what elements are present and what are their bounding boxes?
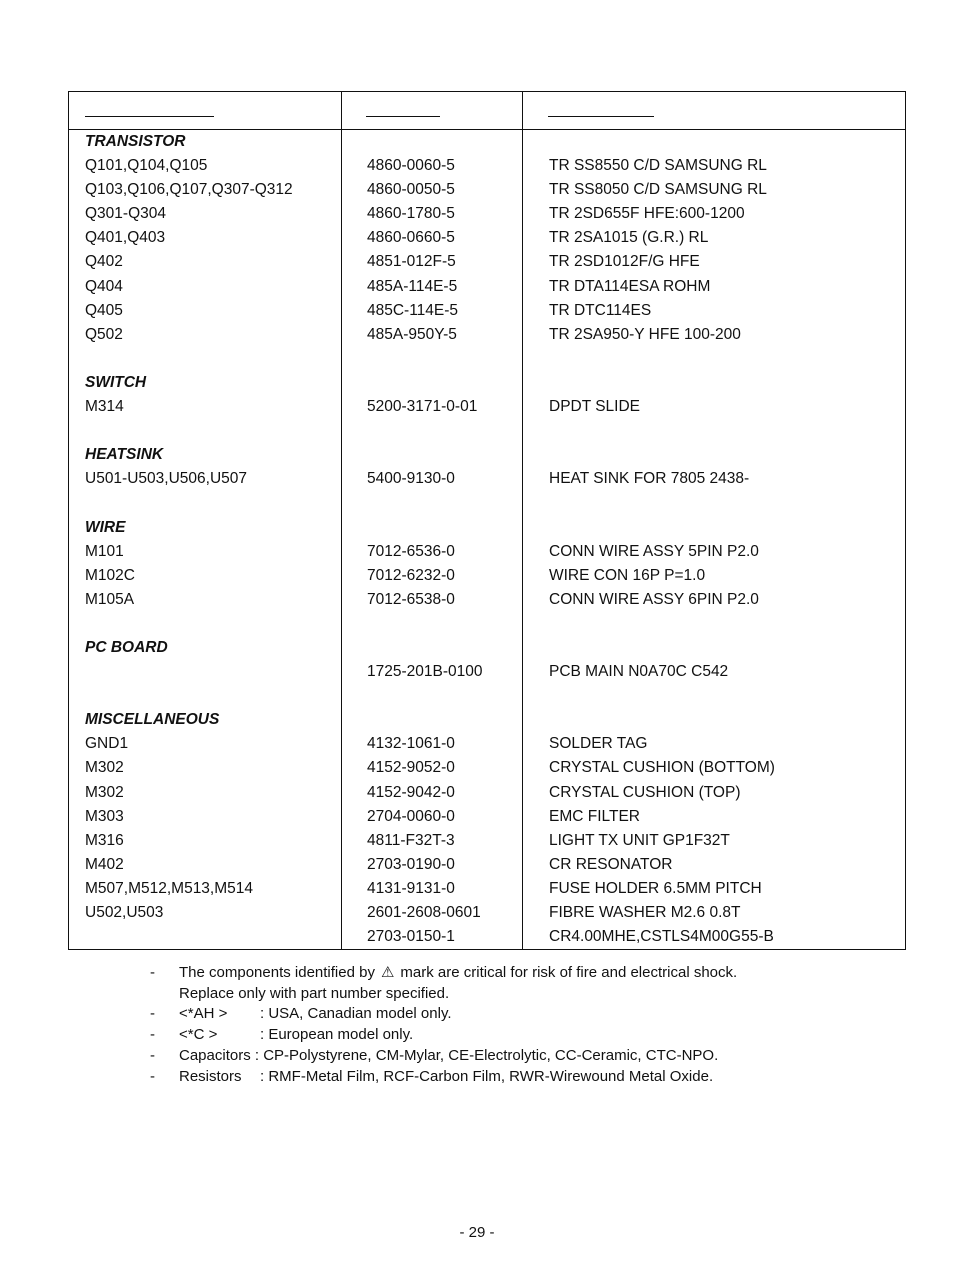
table-row	[69, 395, 905, 419]
table-row	[69, 540, 905, 564]
description-cell: SOLDER TAG	[549, 735, 648, 753]
ref-cell: M105A	[85, 590, 135, 608]
spacer-row	[69, 684, 905, 708]
description-cell: CONN WIRE ASSY 5PIN P2.0	[549, 542, 759, 560]
ref-cell: GND1	[85, 735, 129, 753]
part-number-cell: 4860-0660-5	[367, 229, 455, 247]
description-cell: TR 2SD1012F/G HFE	[549, 253, 700, 271]
ref-cell: U501-U503,U506,U507	[85, 470, 247, 488]
table-row	[69, 660, 905, 684]
ref-cell: Q502	[85, 325, 123, 343]
part-number-cell: 1725-201B-0100	[367, 663, 483, 681]
ref-cell: M507,M512,M513,M514	[85, 879, 254, 897]
part-number-cell: 4132-1061-0	[367, 735, 455, 753]
ref-cell: WIRE	[85, 518, 126, 536]
note-dash: -	[150, 964, 155, 981]
ref-cell: U502,U503	[85, 904, 164, 921]
description-cell: EMC FILTER	[549, 807, 640, 825]
table-row	[69, 732, 905, 756]
ref-cell: SWITCH	[85, 373, 147, 391]
part-number-cell: 4851-012F-5	[367, 253, 456, 271]
part-number-cell: 5400-9130-0	[367, 470, 455, 488]
table-row	[69, 564, 905, 588]
description-cell: LIGHT TX UNIT GP1F32T	[549, 831, 730, 849]
ref-cell: M302	[85, 759, 124, 777]
ref-cell: M314	[85, 398, 124, 416]
table-row	[69, 588, 905, 612]
description-cell: TR 2SA950-Y HFE 100-200	[549, 325, 741, 343]
table-row	[69, 250, 905, 274]
ref-cell: Q301-Q304	[85, 205, 166, 223]
part-number-cell: 4860-0050-5	[367, 181, 455, 199]
ref-cell: Q405	[85, 301, 123, 319]
ref-cell: HEATSINK	[85, 446, 164, 464]
note-critical	[150, 962, 850, 983]
ref-cell: PC BOARD	[85, 638, 168, 656]
note-resistors: - Resistors : RMF-Metal Film, RCF-Carbon Film, RWR-Wirewound Metal Oxide.	[150, 1068, 714, 1085]
ref-cell: Q401,Q403	[85, 229, 166, 247]
description-cell: TR 2SD655F HFE:600-1200	[549, 205, 745, 223]
warning-triangle-icon: ⚠	[380, 964, 395, 981]
section-heading-row	[69, 516, 905, 540]
note-resistors-value: : RMF-Metal Film, RCF-Carbon Film, RWR-Wirewound Metal Oxide.	[260, 1068, 714, 1085]
ref-cell: M102C	[85, 566, 135, 584]
section-heading-row	[69, 371, 905, 395]
ref-cell: M402	[85, 855, 124, 873]
header-ref-underline	[85, 116, 214, 117]
part-number-cell: 2703-0150-1	[367, 928, 455, 946]
part-number-cell: 485C-114E-5	[367, 301, 459, 319]
table-row	[69, 275, 905, 299]
ref-cell: Q103,Q106,Q107,Q307-Q312	[85, 181, 293, 199]
part-number-cell: 5200-3171-0-01	[367, 398, 478, 416]
description-cell: DPDT SLIDE	[549, 398, 641, 416]
note-critical-prefix: The components identified by	[179, 964, 375, 981]
header-part-underline	[366, 116, 440, 117]
section-heading-row	[69, 130, 905, 154]
description-cell: CR4.00MHE,CSTLS4M00G55-B	[549, 928, 774, 946]
parts-table	[68, 91, 906, 950]
ref-cell: Q402	[85, 253, 123, 271]
note-resistors-key: Resistors	[179, 1068, 242, 1085]
description-cell: PCB MAIN N0A70C C542	[549, 663, 729, 681]
table-row	[69, 323, 905, 347]
description-cell: TR SS8550 C/D SAMSUNG RL	[549, 157, 767, 175]
ref-cell: Q404	[85, 277, 123, 295]
ref-cell: M316	[85, 831, 124, 849]
note-critical-suffix: mark are critical for risk of fire and electrical shock.	[400, 964, 738, 981]
table-row	[69, 805, 905, 829]
part-number-cell: 7012-6538-0	[367, 590, 455, 608]
description-cell: HEAT SINK FOR 7805 2438-	[549, 470, 750, 488]
note-capacitors: - Capacitors : CP-Polystyrene, CM-Mylar, CE-Electrolytic, CC-Ceramic, CTC-NPO.	[150, 1047, 719, 1064]
table-row	[69, 925, 905, 949]
description-cell: TR DTC114ES	[549, 301, 652, 319]
description-cell: CONN WIRE ASSY 6PIN P2.0	[549, 590, 759, 608]
description-cell: CRYSTAL CUSHION (BOTTOM)	[549, 759, 775, 777]
ref-cell: M303	[85, 807, 124, 825]
table-row	[69, 202, 905, 226]
part-number-cell: 7012-6232-0	[367, 566, 455, 584]
table-row	[69, 299, 905, 323]
page-number: - 29 -	[459, 1224, 495, 1241]
part-number-cell: 2601-2608-0601	[367, 904, 481, 921]
table-row	[69, 467, 905, 491]
part-number-cell: 4860-0060-5	[367, 157, 455, 175]
note-critical-line2: Replace only with part number specified.	[179, 985, 450, 1002]
note-ah-value: : USA, Canadian model only.	[260, 1005, 452, 1022]
spacer-row	[69, 612, 905, 636]
spacer-row	[69, 491, 905, 515]
section-heading-row	[69, 708, 905, 732]
table-row	[69, 154, 905, 178]
ref-cell: M101	[85, 542, 124, 560]
ref-cell: M302	[85, 783, 124, 801]
part-number-cell: 4860-1780-5	[367, 205, 455, 223]
part-number-cell: 4131-9131-0	[367, 879, 455, 897]
table-row	[69, 901, 905, 925]
description-cell: TR SS8050 C/D SAMSUNG RL	[549, 181, 767, 199]
part-number-cell: 4152-9042-0	[367, 783, 455, 801]
note-ah-key: <*AH >	[179, 1005, 228, 1022]
table-row	[69, 853, 905, 877]
part-number-cell: 4152-9052-0	[367, 759, 455, 777]
ref-cell: MISCELLANEOUS	[85, 711, 220, 729]
spacer-row	[69, 419, 905, 443]
description-cell: TR DTA114ESA ROHM	[549, 277, 711, 295]
section-heading-row	[69, 636, 905, 660]
part-number-cell: 485A-114E-5	[367, 277, 458, 295]
spacer-row	[69, 347, 905, 371]
note-c-key: <*C >	[179, 1026, 218, 1043]
description-cell: FIBRE WASHER M2.6 0.8T	[549, 904, 741, 921]
ref-cell: TRANSISTOR	[85, 133, 186, 150]
part-number-cell: 2704-0060-0	[367, 807, 455, 825]
note-c: - <*C > : European model only.	[150, 1026, 414, 1043]
table-row	[69, 756, 905, 780]
part-number-cell: 485A-950Y-5	[367, 325, 457, 343]
part-number-cell: 7012-6536-0	[367, 542, 455, 560]
header-desc-underline	[548, 116, 654, 117]
notes	[150, 962, 850, 1087]
table-row	[69, 178, 905, 202]
section-heading-row	[69, 443, 905, 467]
table-row	[69, 781, 905, 805]
table-row	[69, 226, 905, 250]
table-row	[69, 877, 905, 901]
ref-cell: Q101,Q104,Q105	[85, 157, 208, 175]
description-cell: CRYSTAL CUSHION (TOP)	[549, 783, 741, 801]
note-ah: - <*AH > : USA, Canadian model only.	[150, 1005, 452, 1022]
description-cell: TR 2SA1015 (G.R.) RL	[549, 229, 709, 247]
table-body	[69, 130, 905, 949]
part-number-cell: 2703-0190-0	[367, 855, 455, 873]
table-row	[69, 829, 905, 853]
note-c-value: : European model only.	[260, 1026, 414, 1043]
description-cell: FUSE HOLDER 6.5MM PITCH	[549, 879, 762, 897]
description-cell: WIRE CON 16P P=1.0	[549, 566, 706, 584]
part-number-cell: 4811-F32T-3	[367, 831, 455, 849]
description-cell: CR RESONATOR	[549, 855, 673, 873]
